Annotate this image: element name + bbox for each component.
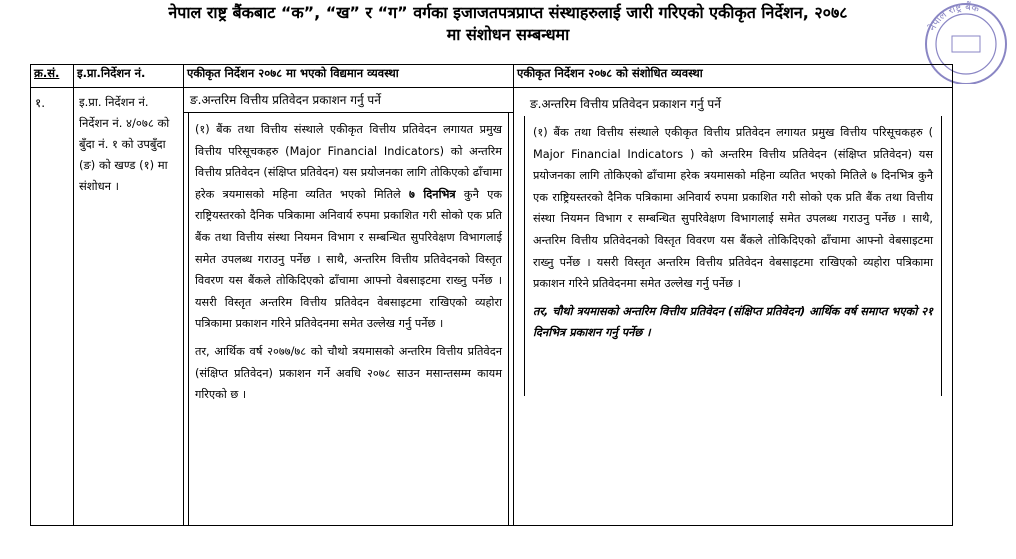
serial-cell: १. xyxy=(31,88,74,526)
amended-heading: ङ.अन्तरिम वित्तीय प्रतिवेदन प्रकाशन गर्नु पर्ने xyxy=(530,97,721,111)
directive-amendment-table xyxy=(30,64,953,526)
existing-paragraph-1: (१) बैंक तथा वित्तीय संस्थाले एकीकृत वित्तीय प्रतिवेदन लगायत प्रमुख वित्तीय परिसूचकहरु (Major Financial Indicators) को अन्तरिम वित्तीय प्रतिवेदन (संक्षिप्त प्रतिवेदन) यस प्रयोजनका लागि तोकिएको ढाँचामा हरेक त्रयमासको महिना व्यतित भएको मितिले ७ दिनभित्र कुनै एक राष्ट्रियस्तरको दैनिक पत्रिकामा अनिवार्य रुपमा प्रकाशित गरी सोको एक प्रति बैंक तथा वित्तीय संस्था नियमन विभाग र सम्बन्धित सुपरिवेक्षण विभागलाई समेत उपलब्ध गराउनु पर्नेछ । साथै, अन्तरिम वित्तीय प्रतिवेदनको विस्तृत विवरण यस बैंकले तोकिदिएको ढाँचामा आफ्नो वेबसाइटमा राख्नु पर्नेछ । यसरी विस्तृत अन्तरिम वित्तीय प्रतिवेदन वेबसाइटमा राखिएको व्यहोरा पत्रिकामा प्रकाशन गरिने प्रतिवेदनमा समेत उल्लेख गर्नु पर्नेछ । xyxy=(195,123,503,331)
title-line-1: नेपाल राष्ट्र बैंकबाट “क”, “ख” र “ग” वर्गका इजाजतपत्रप्राप्त संस्थाहरुलाई जारी गरिएको एकीकृत निर्देशन, २०७८ xyxy=(168,3,848,22)
amended-provision-cell xyxy=(514,88,953,526)
existing-paragraph-2: तर, आर्थिक वर्ष २०७७/७८ को चौथो त्रयमासको अन्तरिम वित्तीय प्रतिवेदन (संक्षिप्त प्रतिवेदन) प्रकाशन गर्ने अवधि २०७८ साउन मसान्तसम्म कायम गरिएको छ । xyxy=(195,344,502,402)
header-directive-number: इ.प्रा.निर्देशन नं. xyxy=(74,65,184,88)
header-existing-provision: एकीकृत निर्देशन २०७८ मा भएको विद्यमान व्यवस्था xyxy=(184,65,514,88)
table-header-row xyxy=(31,65,953,88)
amended-body xyxy=(524,116,942,396)
document-title xyxy=(0,2,1016,46)
seal-text: नेपाल राष्ट्र बैंक xyxy=(927,1,981,33)
title-line-2: मा संशोधन सम्बन्धमा xyxy=(446,25,570,44)
existing-provision-cell xyxy=(184,88,514,526)
header-serial: क्र.सं. xyxy=(31,65,74,88)
existing-body xyxy=(188,113,509,525)
amended-paragraph-1: (१) बैंक तथा वित्तीय संस्थाले एकीकृत वित्तीय प्रतिवेदन लगायत प्रमुख वित्तीय परिसूचकहरु ( Major Financial Indicators ) को अन्तरिम वित्तीय प्रतिवेदन (संक्षिप्त प्रतिवेदन) यस प्रयोजनका लागि तोकिएको ढाँचामा हरेक त्रयमासको महिना व्यतित भएको मितिले ७ दिनभित्र कुनै एक राष्ट्रियस्तरको दैनिक पत्रिकामा अनिवार्य रुपमा प्रकाशित गरी सोको एक प्रति बैंक तथा वित्तीय संस्था नियमन विभाग र सम्बन्धित सुपरिवेक्षण विभागलाई समेत उपलब्ध गराउनु पर्नेछ । साथै, अन्तरिम वित्तीय प्रतिवेदनको विस्तृत विवरण यस बैंकले तोकिदिएको ढाँचामा आफ्नो वेबसाइटमा राख्नु पर्नेछ । यसरी विस्तृत अन्तरिम वित्तीय प्रतिवेदन वेबसाइटमा राखिएको व्यहोरा पत्रिकामा प्रकाशन गरिने प्रतिवेदनमा समेत उल्लेख गर्नु पर्नेछ । xyxy=(533,126,933,291)
table-row xyxy=(31,88,953,526)
amended-paragraph-2: तर, चौथो त्रयमासको अन्तरिम वित्तीय प्रतिवेदन (संक्षिप्त प्रतिवेदन) आर्थिक वर्ष समाप्त भएको २१ दिनभित्र प्रकाशन गर्नु पर्नेछ । xyxy=(533,304,933,340)
header-amended-provision: एकीकृत निर्देशन २०७८ को संशोधित व्यवस्था xyxy=(514,65,953,88)
existing-heading: ङ.अन्तरिम वित्तीय प्रतिवेदन प्रकाशन गर्नु पर्ने xyxy=(184,88,513,113)
directive-reference-cell: इ.प्रा. निर्देशन नं. निर्देशन नं. ४/०७८ को बुँदा नं. १ को उपबुँदा (ङ) को खण्ड (१) मा संशोधन । xyxy=(74,88,184,526)
existing-deadline-bold: ७ दिनभित्र xyxy=(408,187,456,201)
